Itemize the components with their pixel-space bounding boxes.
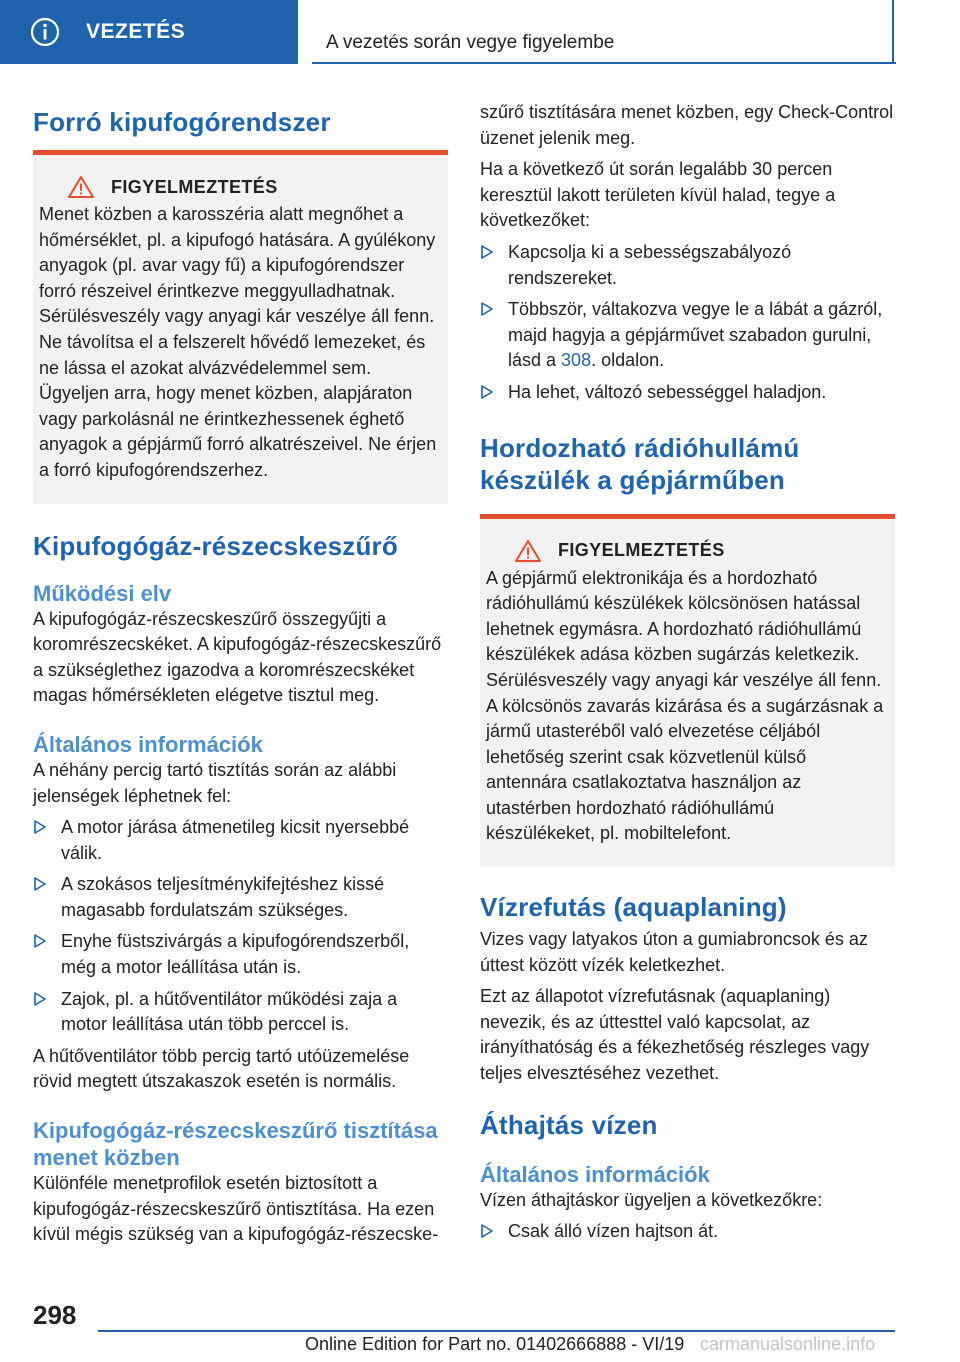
info-icon [30,17,60,47]
bullet-list [480,1219,895,1245]
paragraph-next-trip: Ha a következő út során legalább 30 percen keresztül lakott területen kívül halad, tegye a következőket: [480,159,836,231]
list-item: Enyhe füstszivárgás a kipufogórendszerből, még a motor leállítása után is. [33,929,448,980]
header-divider [312,62,896,64]
triangle-bullet-icon [33,991,47,1007]
warning-triangle-icon [67,175,95,199]
list-item: Kapcsolja ki a sebességszabályozó rendszereket. [480,240,895,291]
heading-cleaning: Kipufogógáz-részecskeszűrő tisztítása menet közben [33,1118,438,1171]
heading-particle-filter: Kipufogógáz-részecskeszűrő [33,530,398,561]
paragraph-continued: szűrő tisztítására menet közben, egy Check-Control üzenet jelenik meg. [480,102,894,148]
heading-hot-exhaust: Forró kipufogórendszer [33,107,331,137]
heading-water-crossing: Áthajtás vízen [480,1109,658,1140]
page-title: A vezetés során vegye figyelembe [326,32,615,53]
watermark: carmanualsonline.info [700,1334,876,1354]
right-column [480,100,895,1245]
page-reference-link[interactable]: 308 [561,350,592,371]
bullet-list [33,815,448,1038]
list-item: A szokásos teljesítménykifejtéshez kissé magasabb fordulatszám szükséges. [33,872,448,923]
list-item: Ha lehet, változó sebességgel haladjon. [480,380,895,406]
list-item: Zajok, pl. a hűtőventilátor működési zaja a motor leállítása után több perccel is. [33,987,448,1038]
warning-text: Menet közben a karosszéria alatt megnőhet a hőmérséklet, pl. a kipufogó hatására. A gyúlékony anyagok (pl. avar vagy fű) a kipufogórendszer forró részeivel érintkezve meggyulladhatnak. Sérülésveszély vagy anyagi kár veszélye áll fenn. Ne távolítsa el a felszerelt hővédő lemezeket, és ne lássa el azokat alvázvédelemmel sem. Ügyeljen arra, hogy menet közben, alapjáraton vagy parkolásnál ne érintkezhessenek éghető anyagok a gépjármű forró alkatrészeivel. Ne érjen a forró kipufogórendszerhez. [39,204,437,480]
warning-title-text: FIGYELMEZTETÉS [558,540,725,561]
triangle-bullet-icon [480,244,494,260]
paragraph-water: Vízen áthajtáskor ügyeljen a következőkre: [480,1189,823,1210]
paragraph-cleaning: Különféle menetprofilok esetén biztosított a kipufogógáz-részecskeszűrő öntisztítása. Ha ezen kívül mégis szükség van a kipufogógáz-részecske- [33,1173,439,1245]
warning-title-text: FIGYELMEZTETÉS [111,176,278,197]
triangle-bullet-icon [33,819,47,835]
heading-principle: Működési elv [33,580,172,606]
warning-title [486,539,887,563]
heading-general: Általános információk [33,731,263,757]
triangle-bullet-icon [480,301,494,317]
page-header [312,0,894,64]
triangle-bullet-icon [33,876,47,892]
triangle-bullet-icon [33,933,47,949]
section-label: VEZETÉS [86,20,186,43]
heading-aquaplaning: Vízrefutás (aquaplaning) [480,892,787,923]
paragraph-principle: A kipufogógáz-részecskeszűrő összegyűjti a koromrészecskéket. A kipufogógáz-részecskeszűrő a szükséglethez igazodva a koromrészecskéket magas hőmérsékleten elégetve tisztul meg. [33,608,442,706]
footer-divider [98,1330,895,1332]
section-tab [0,0,298,64]
left-column [33,100,448,1248]
warning-text: A gépjármű elektronikája és a hordozható rádióhullámú készülékek kölcsönösen hatással lehetnek egymásra. A hordozható rádióhullámú készülékek adása közben sugárzás keletkezik. Sérülésveszély vagy anyagi kár veszélye áll fenn. A kölcsönös zavarás kizárása és a sugárzásnak a jármű utasteréből való elvezetése céljából lehetőség szerint csak közvetlenül külső antennára csatlakoztatva használjon az utastérben hordozható rádióhullámú készülékeket, pl. mobiltelefont. [486,567,884,844]
paragraph-aqua-2: Ezt az állapotot vízrefutásnak (aquaplaning) nevezik, és az úttesttel való kapcsolat, az irányíthatóság és a fékezhetőség részleges vagy teljes elvesztéséhez vezethet. [480,986,870,1084]
list-item: Többször, váltakozva vegye le a lábát a gázról, majd hagyja a gépjárművet szabadon gurulni, lásd a 308. oldalon. [480,297,895,374]
heading-radio: Hordozható rádióhullámú készülék a gépjárműben [480,432,800,495]
list-item: Csak álló vízen hajtson át. [480,1219,895,1245]
paragraph-aqua-1: Vizes vagy latyakos úton a gumiabroncsok és az úttest között vízék keletkezhet. [480,929,868,975]
warning-title [39,175,440,199]
bullet-list [480,240,895,406]
page-number: 298 [33,1300,77,1330]
warning-box [33,150,448,504]
list-item: A motor járása átmenetileg kicsit nyersebbé válik. [33,815,448,866]
paragraph-fan: A hűtőventilátor több percig tartó utóüzemelése rövid megtett útszakaszok esetén is normális. [33,1045,410,1092]
heading-general-2: Általános információk [480,1161,710,1187]
triangle-bullet-icon [480,384,494,400]
paragraph-general: A néhány percig tartó tisztítás során az alábbi jelenségek léphetnek fel: [33,759,397,806]
warning-triangle-icon [514,539,542,563]
edition-text: Online Edition for Part no. 01402666888 - VI/19 [305,1334,685,1354]
triangle-bullet-icon [480,1223,494,1239]
warning-box [480,514,895,868]
